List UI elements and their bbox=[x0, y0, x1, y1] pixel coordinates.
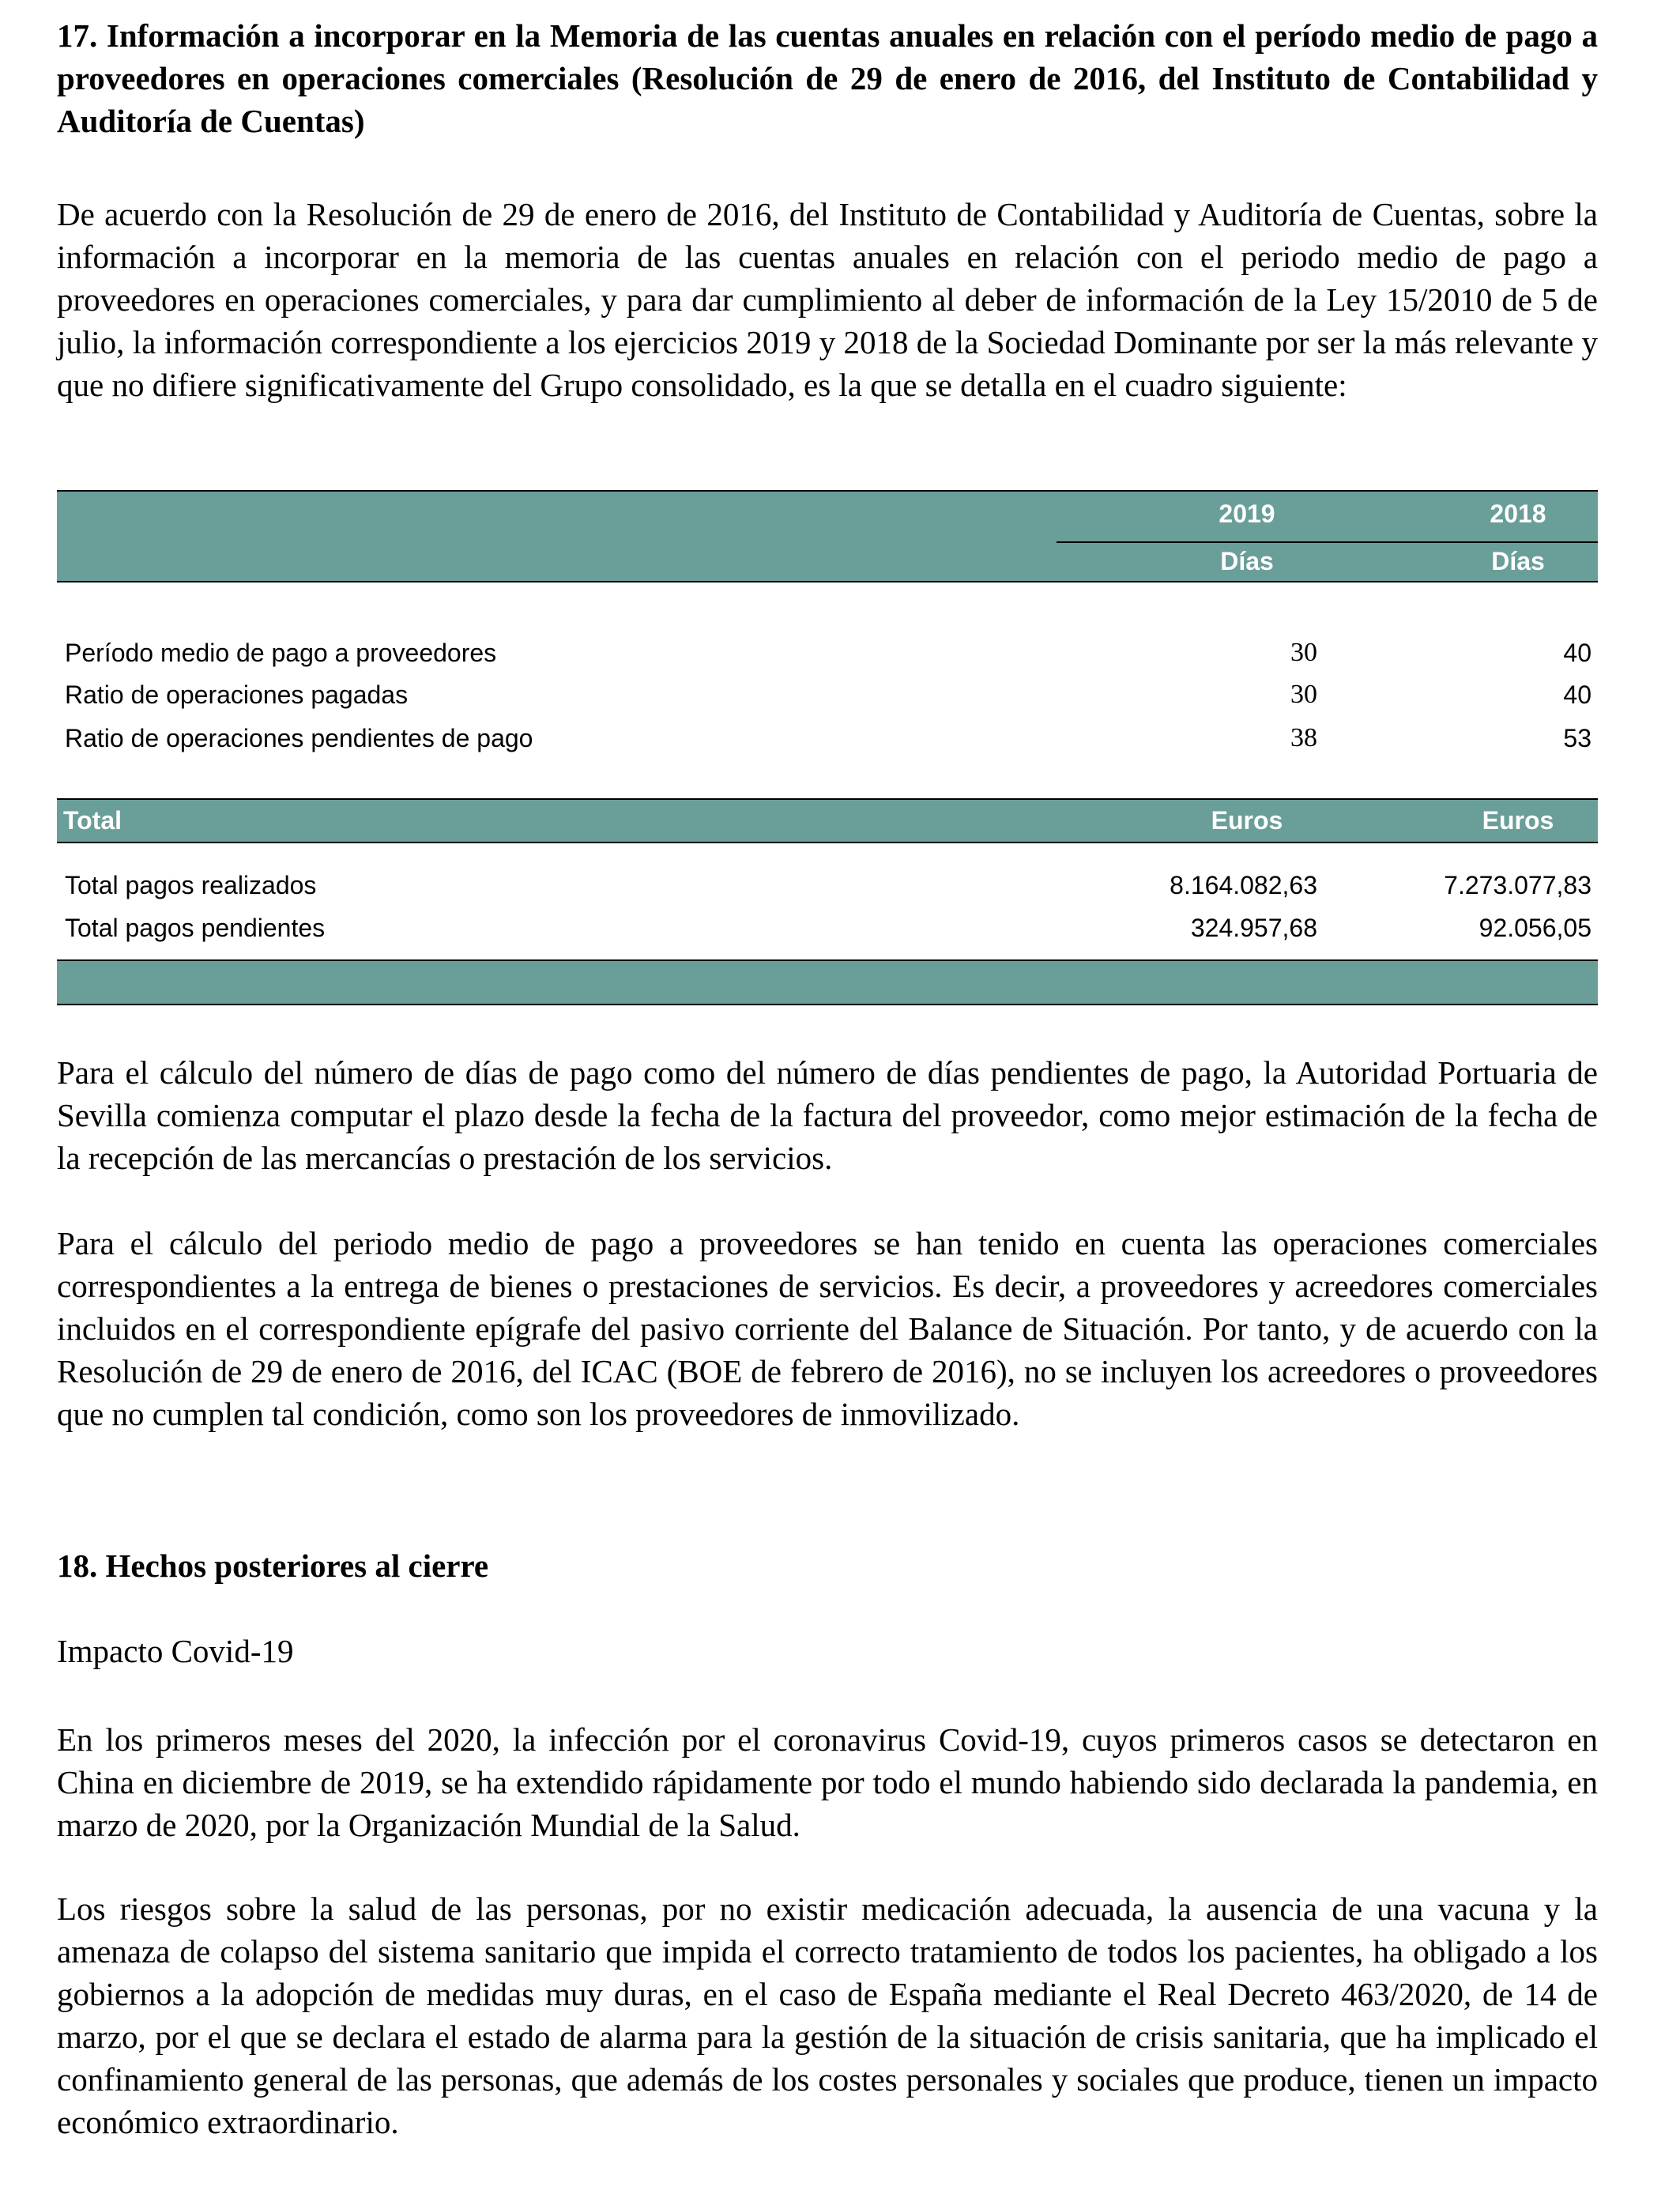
unit-header-2019: Días bbox=[1220, 547, 1274, 575]
row-label: Ratio de operaciones pagadas bbox=[65, 680, 409, 709]
unit-header-2018: Días bbox=[1491, 547, 1545, 575]
value-2019: 30 bbox=[1290, 680, 1317, 709]
value-2018: 92.056,05 bbox=[1478, 914, 1591, 942]
header-divider bbox=[1057, 541, 1598, 543]
value-2018: 7.273.077,83 bbox=[1444, 871, 1591, 899]
row-label: Ratio de operaciones pendientes de pago bbox=[65, 724, 533, 752]
euros-header-2019: Euros bbox=[1211, 806, 1283, 835]
average-period-paragraph: Para el cálculo del periodo medio de pago a proveedores se han tenido en cuenta las operaciones comerciales correspondientes a la entrega de bienes o prestaciones de servicios. Es decir, a proveedores y acreedores comerciales incluidos en el correspondiente epígrafe del pasivo corriente del Balance de Situación. Por tanto, y de acuerdo con la Resolución de 29 de enero de 2016, del ICAC (BOE de febrero de 2016), no se incluyen los acreedores o proveedores que no cumplen tal condición, como son los proveedores de inmovilizado. bbox=[57, 1225, 1598, 1432]
totals-header-label: Total bbox=[63, 806, 122, 835]
column-header-2019: 2019 bbox=[1219, 499, 1275, 528]
value-2019: 30 bbox=[1290, 638, 1317, 667]
table-header-band bbox=[57, 490, 1598, 582]
value-2018: 40 bbox=[1563, 680, 1591, 709]
covid-paragraph-2: Los riesgos sobre la salud de las personas, por no existir medicación adecuada, la ausencia de una vacuna y la amenaza de colapso del sistema sanitario que impida el correcto tratamiento de todos los pacientes, ha obligado a los gobiernos a la adopción de medidas muy duras, en el caso de España mediante el Real Decreto 463/2020, de 14 de marzo, por el que se declara el estado de alarma para la gestión de la situación de crisis sanitaria, que ha implicado el confinamiento general de las personas, que además de los costes personales y sociales que produce, tienen un impacto económico extraordinario. bbox=[57, 1891, 1598, 2140]
row-label: Total pagos realizados bbox=[65, 871, 317, 899]
value-2018: 53 bbox=[1563, 724, 1591, 752]
table-footer-band bbox=[57, 959, 1598, 1005]
value-2019: 324.957,68 bbox=[1190, 914, 1317, 942]
section-18-subheading: Impacto Covid-19 bbox=[57, 1633, 294, 1669]
row-label: Total pagos pendientes bbox=[65, 914, 326, 942]
column-header-2018: 2018 bbox=[1490, 499, 1546, 528]
section-18-heading: 18. Hechos posteriores al cierre bbox=[57, 1547, 489, 1584]
section-17-heading: 17. Información a incorporar en la Memoria de las cuentas anuales en relación con el período medio de pago a proveedores en operaciones comerciales (Resolución de 29 de enero de 2016, del Instituto de Contabilidad y Auditoría de Cuentas) bbox=[57, 17, 1598, 139]
totals-header-band bbox=[57, 798, 1598, 843]
covid-paragraph-1: En los primeros meses del 2020, la infección por el coronavirus Covid-19, cuyos primeros casos se detectaron en China en diciembre de 2019, se ha extendido rápidamente por todo el mundo habiendo sido declarada la pandemia, en marzo de 2020, por la Organización Mundial de la Salud. bbox=[57, 1721, 1598, 1843]
section-17-intro-paragraph: De acuerdo con la Resolución de 29 de enero de 2016, del Instituto de Contabilidad y Auditoría de Cuentas, sobre la información a incorporar en la memoria de las cuentas anuales en relación con el periodo medio de pago a proveedores en operaciones comerciales, y para dar cumplimiento al deber de información de la Ley 15/2010 de 5 de julio, la información correspondiente a los ejercicios 2019 y 2018 de la Sociedad Dominante por ser la más relevante y que no difiere significativamente del Grupo consolidado, es la que se detalla en el cuadro siguiente: bbox=[57, 196, 1598, 403]
value-2019: 38 bbox=[1290, 723, 1317, 752]
row-label: Período medio de pago a proveedores bbox=[65, 639, 497, 667]
euros-header-2018: Euros bbox=[1482, 806, 1554, 835]
value-2018: 40 bbox=[1563, 639, 1591, 667]
value-2019: 8.164.082,63 bbox=[1170, 871, 1317, 899]
days-calculation-paragraph: Para el cálculo del número de días de pago como del número de días pendientes de pago, la Autoridad Portuaria de Sevilla comienza computar el plazo desde la fecha de la factura del proveedor, como mejor estimación de la fecha de la recepción de las mercancías o prestación de los servicios. bbox=[57, 1054, 1598, 1176]
